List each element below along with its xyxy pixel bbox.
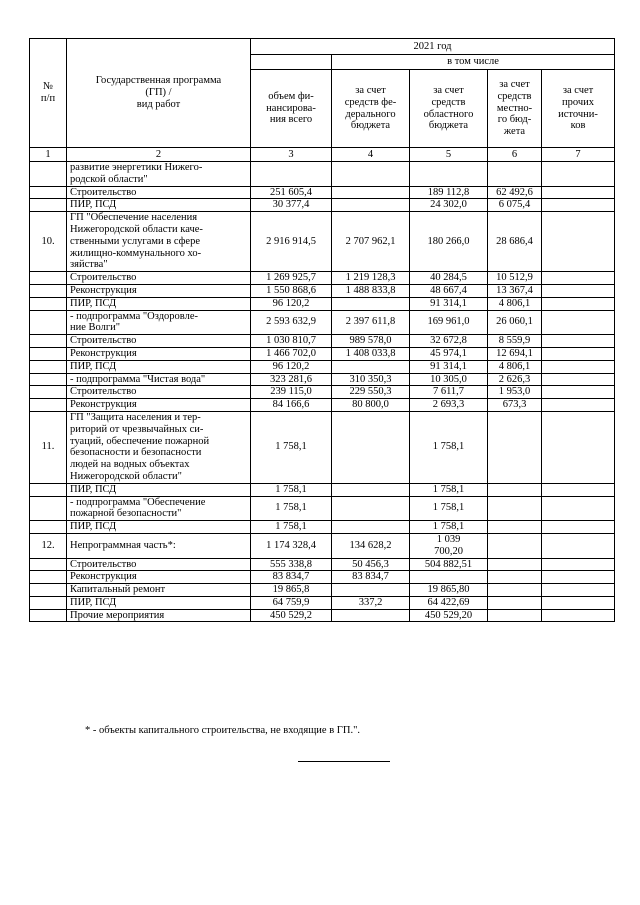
cell-other: [542, 199, 615, 212]
cell-local: 4 806,1: [488, 297, 542, 310]
cell-federal: 2 397 611,8: [332, 310, 410, 335]
header-incl: в том числе: [332, 55, 615, 70]
header-program: Государственная программа (ГП) / вид работ: [67, 39, 251, 148]
table-row: [30, 609, 615, 622]
cell-num: [30, 335, 67, 348]
cell-total: 19 865,8: [251, 584, 332, 597]
cell-num: 12.: [30, 533, 67, 558]
index-cell: 4: [332, 148, 410, 162]
cell-name: ПИР, ПСД: [67, 483, 251, 496]
cell-name: Непрограммная часть*:: [67, 533, 251, 558]
table-row: [30, 483, 615, 496]
table-row: [30, 496, 615, 521]
cell-federal: [332, 411, 410, 483]
cell-name: Реконструкция: [67, 347, 251, 360]
cell-other: [542, 386, 615, 399]
cell-federal: [332, 186, 410, 199]
header-local: за счет средств местно- го бюд- жета: [488, 70, 542, 148]
cell-federal: [332, 584, 410, 597]
cell-local: 62 492,6: [488, 186, 542, 199]
index-cell: 5: [410, 148, 488, 162]
table-row: [30, 335, 615, 348]
cell-name: Прочие мероприятия: [67, 609, 251, 622]
cell-federal: [332, 521, 410, 534]
cell-local: [488, 162, 542, 187]
table-header: [30, 39, 615, 162]
cell-total: 239 115,0: [251, 386, 332, 399]
cell-local: [488, 521, 542, 534]
cell-total: 1 758,1: [251, 411, 332, 483]
cell-regional: 1 039 700,20: [410, 533, 488, 558]
index-cell: 6: [488, 148, 542, 162]
cell-local: [488, 584, 542, 597]
cell-regional: 40 284,5: [410, 272, 488, 285]
cell-other: [542, 335, 615, 348]
cell-regional: [410, 571, 488, 584]
budget-table: [29, 38, 615, 622]
cell-num: [30, 360, 67, 373]
cell-num: [30, 609, 67, 622]
cell-num: [30, 399, 67, 412]
cell-other: [542, 186, 615, 199]
cell-num: [30, 310, 67, 335]
cell-regional: 180 266,0: [410, 212, 488, 272]
cell-total: 555 338,8: [251, 558, 332, 571]
cell-federal: [332, 496, 410, 521]
cell-regional: 189 112,8: [410, 186, 488, 199]
table-row: [30, 199, 615, 212]
cell-num: [30, 584, 67, 597]
cell-num: [30, 272, 67, 285]
cell-num: [30, 162, 67, 187]
cell-name: Строительство: [67, 558, 251, 571]
cell-num: [30, 186, 67, 199]
table-row: [30, 533, 615, 558]
footnote: * - объекты капитального строительства, не входящие в ГП.".: [85, 725, 360, 736]
cell-federal: 83 834,7: [332, 571, 410, 584]
cell-num: [30, 521, 67, 534]
cell-regional: 19 865,80: [410, 584, 488, 597]
cell-local: 2 626,3: [488, 373, 542, 386]
cell-local: 4 806,1: [488, 360, 542, 373]
cell-name: Строительство: [67, 386, 251, 399]
cell-total: 64 759,9: [251, 596, 332, 609]
cell-federal: 50 456,3: [332, 558, 410, 571]
header-num: № п/п: [30, 39, 67, 148]
cell-total: 2 916 914,5: [251, 212, 332, 272]
cell-local: [488, 533, 542, 558]
cell-regional: 10 305,0: [410, 373, 488, 386]
table-row: [30, 411, 615, 483]
cell-name: ГП "Обеспечение населения Нижегородской области каче- ственными услугами в сфере жилищно-коммунального хо- зяйства": [67, 212, 251, 272]
cell-name: - подпрограмма "Оздоровле- ние Волги": [67, 310, 251, 335]
table-body: [30, 162, 615, 622]
table-row: [30, 596, 615, 609]
cell-federal: 989 578,0: [332, 335, 410, 348]
index-cell: 3: [251, 148, 332, 162]
index-cell: 1: [30, 148, 67, 162]
cell-name: - подпрограмма "Обеспечение пожарной безопасности": [67, 496, 251, 521]
cell-name: ПИР, ПСД: [67, 199, 251, 212]
cell-local: 673,3: [488, 399, 542, 412]
cell-regional: 1 758,1: [410, 411, 488, 483]
cell-num: 11.: [30, 411, 67, 483]
cell-regional: 2 693,3: [410, 399, 488, 412]
cell-federal: 337,2: [332, 596, 410, 609]
cell-regional: 91 314,1: [410, 297, 488, 310]
cell-name: ПИР, ПСД: [67, 297, 251, 310]
cell-local: [488, 558, 542, 571]
cell-total: 1 550 868,6: [251, 284, 332, 297]
cell-local: 1 953,0: [488, 386, 542, 399]
cell-federal: 134 628,2: [332, 533, 410, 558]
cell-name: Строительство: [67, 272, 251, 285]
closing-rule: [298, 761, 390, 762]
cell-name: Реконструкция: [67, 284, 251, 297]
cell-regional: 450 529,20: [410, 609, 488, 622]
cell-federal: 229 550,3: [332, 386, 410, 399]
cell-federal: [332, 609, 410, 622]
header-total: объем фи- нансирова- ния всего: [251, 70, 332, 148]
table-row: [30, 571, 615, 584]
cell-federal: [332, 162, 410, 187]
table-row: [30, 212, 615, 272]
cell-num: [30, 199, 67, 212]
cell-local: 28 686,4: [488, 212, 542, 272]
header-federal: за счет средств фе- дерального бюджета: [332, 70, 410, 148]
cell-federal: 2 707 962,1: [332, 212, 410, 272]
cell-federal: [332, 483, 410, 496]
cell-regional: 504 882,51: [410, 558, 488, 571]
cell-other: [542, 596, 615, 609]
table-row: [30, 284, 615, 297]
cell-regional: 7 611,7: [410, 386, 488, 399]
cell-local: [488, 483, 542, 496]
cell-name: ПИР, ПСД: [67, 360, 251, 373]
cell-regional: 169 961,0: [410, 310, 488, 335]
cell-local: 12 694,1: [488, 347, 542, 360]
cell-federal: 1 488 833,8: [332, 284, 410, 297]
table-row: [30, 162, 615, 187]
cell-total: 450 529,2: [251, 609, 332, 622]
index-row: [30, 148, 615, 162]
cell-other: [542, 609, 615, 622]
cell-regional: [410, 162, 488, 187]
cell-other: [542, 297, 615, 310]
cell-total: [251, 162, 332, 187]
table-row: [30, 386, 615, 399]
cell-regional: 48 667,4: [410, 284, 488, 297]
cell-total: 1 758,1: [251, 521, 332, 534]
table-row: [30, 272, 615, 285]
cell-num: [30, 347, 67, 360]
cell-federal: [332, 199, 410, 212]
cell-name: ГП "Защита населения и тер- риторий от чрезвычайных си- туаций, обеспечение пожарной безопасности и безопасности людей на водных объектах Нижегородской области": [67, 411, 251, 483]
cell-local: [488, 596, 542, 609]
cell-other: [542, 571, 615, 584]
cell-local: 26 060,1: [488, 310, 542, 335]
cell-total: 1 758,1: [251, 496, 332, 521]
header-year: 2021 год: [251, 39, 615, 55]
table-row: [30, 297, 615, 310]
cell-local: [488, 571, 542, 584]
index-cell: 7: [542, 148, 615, 162]
cell-name: Реконструкция: [67, 571, 251, 584]
cell-name: развитие энергетики Нижего- родской области": [67, 162, 251, 187]
cell-num: [30, 596, 67, 609]
cell-regional: 64 422,69: [410, 596, 488, 609]
cell-other: [542, 360, 615, 373]
cell-regional: 1 758,1: [410, 521, 488, 534]
cell-regional: 1 758,1: [410, 496, 488, 521]
cell-total: 251 605,4: [251, 186, 332, 199]
cell-local: [488, 609, 542, 622]
table-row: [30, 521, 615, 534]
cell-regional: 45 974,1: [410, 347, 488, 360]
cell-total: 96 120,2: [251, 360, 332, 373]
cell-num: [30, 483, 67, 496]
cell-local: 6 075,4: [488, 199, 542, 212]
cell-other: [542, 284, 615, 297]
cell-local: 8 559,9: [488, 335, 542, 348]
cell-num: [30, 373, 67, 386]
cell-federal: [332, 360, 410, 373]
cell-total: 1 466 702,0: [251, 347, 332, 360]
table-row: [30, 347, 615, 360]
cell-other: [542, 310, 615, 335]
cell-total: 2 593 632,9: [251, 310, 332, 335]
cell-regional: 24 302,0: [410, 199, 488, 212]
index-cell: 2: [67, 148, 251, 162]
cell-other: [542, 212, 615, 272]
cell-other: [542, 399, 615, 412]
cell-regional: 91 314,1: [410, 360, 488, 373]
cell-federal: 80 800,0: [332, 399, 410, 412]
cell-federal: 310 350,3: [332, 373, 410, 386]
cell-name: ПИР, ПСД: [67, 596, 251, 609]
cell-name: - подпрограмма "Чистая вода": [67, 373, 251, 386]
cell-federal: [332, 297, 410, 310]
cell-total: 96 120,2: [251, 297, 332, 310]
cell-num: [30, 496, 67, 521]
cell-other: [542, 272, 615, 285]
cell-other: [542, 496, 615, 521]
table-row: [30, 558, 615, 571]
cell-total: 83 834,7: [251, 571, 332, 584]
cell-regional: 1 758,1: [410, 483, 488, 496]
cell-total: 84 166,6: [251, 399, 332, 412]
cell-local: 10 512,9: [488, 272, 542, 285]
cell-other: [542, 521, 615, 534]
cell-local: 13 367,4: [488, 284, 542, 297]
cell-other: [542, 533, 615, 558]
table-row: [30, 584, 615, 597]
cell-name: Строительство: [67, 335, 251, 348]
cell-total: 323 281,6: [251, 373, 332, 386]
cell-federal: 1 219 128,3: [332, 272, 410, 285]
cell-num: [30, 297, 67, 310]
header-regional: за счет средств областного бюджета: [410, 70, 488, 148]
table-row: [30, 399, 615, 412]
table-row: [30, 373, 615, 386]
cell-total: 1 269 925,7: [251, 272, 332, 285]
cell-regional: 32 672,8: [410, 335, 488, 348]
cell-federal: 1 408 033,8: [332, 347, 410, 360]
cell-other: [542, 411, 615, 483]
cell-num: [30, 558, 67, 571]
cell-other: [542, 162, 615, 187]
table-row: [30, 360, 615, 373]
table-row: [30, 186, 615, 199]
cell-num: [30, 571, 67, 584]
cell-num: [30, 284, 67, 297]
cell-local: [488, 496, 542, 521]
cell-other: [542, 483, 615, 496]
cell-total: 1 758,1: [251, 483, 332, 496]
cell-other: [542, 347, 615, 360]
header-other: за счет прочих источни- ков: [542, 70, 615, 148]
cell-other: [542, 584, 615, 597]
cell-name: Строительство: [67, 186, 251, 199]
cell-name: Капитальный ремонт: [67, 584, 251, 597]
cell-total: 1 174 328,4: [251, 533, 332, 558]
cell-other: [542, 373, 615, 386]
cell-num: [30, 386, 67, 399]
cell-total: 30 377,4: [251, 199, 332, 212]
cell-name: Реконструкция: [67, 399, 251, 412]
cell-total: 1 030 810,7: [251, 335, 332, 348]
cell-local: [488, 411, 542, 483]
cell-other: [542, 558, 615, 571]
cell-num: 10.: [30, 212, 67, 272]
table-row: [30, 310, 615, 335]
cell-name: ПИР, ПСД: [67, 521, 251, 534]
